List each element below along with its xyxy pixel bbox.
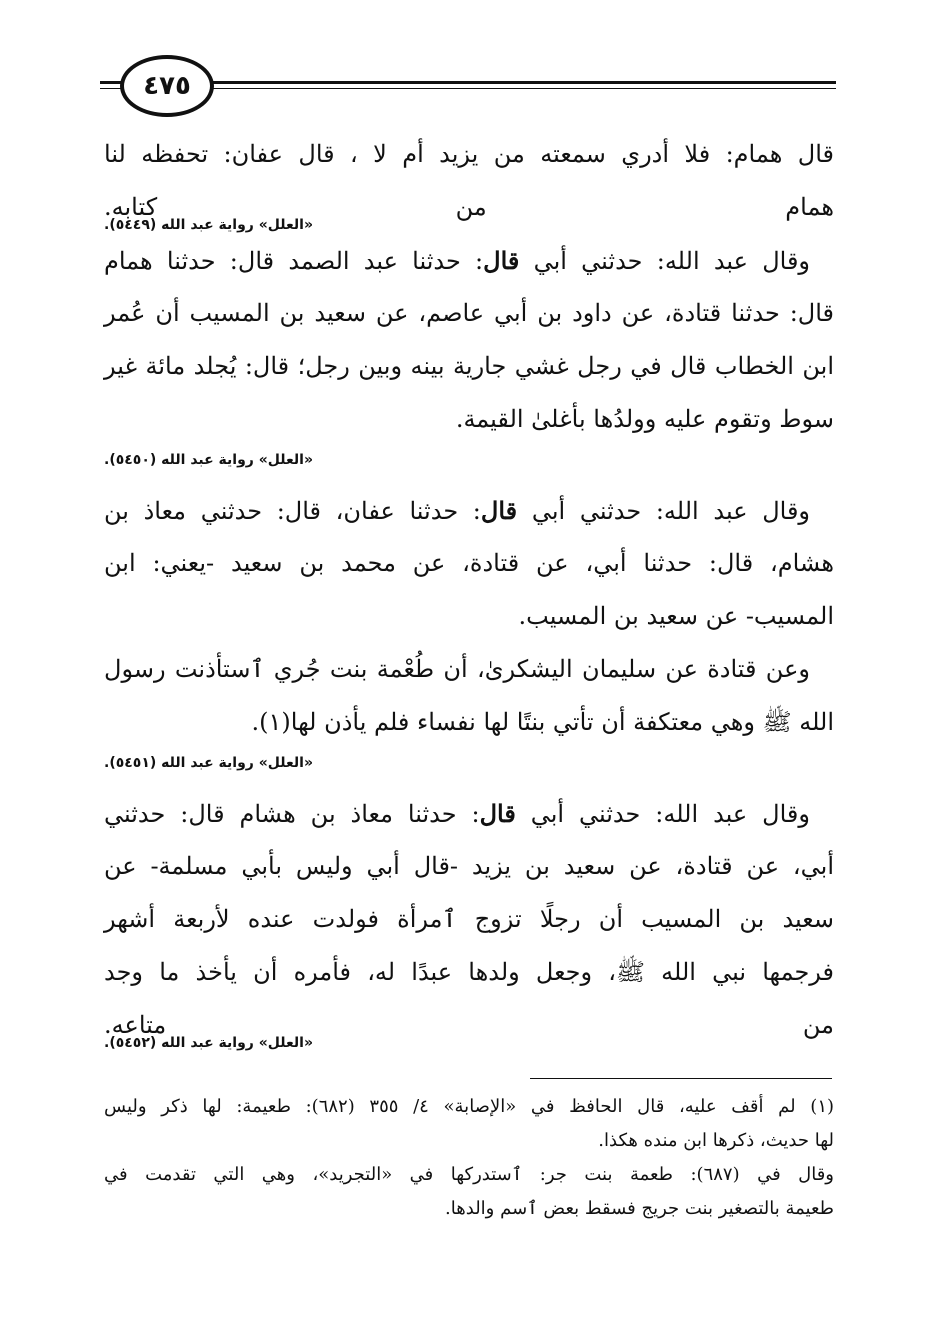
source-reference: «العلل» رواية عبد الله (٥٤٥١). (104, 755, 313, 771)
text-line: المسيب- عن سعيد بن المسيب. (518, 602, 834, 630)
source-reference: «العلل» رواية عبد الله (٥٤٥٢). (104, 1035, 313, 1051)
footnote-line: (١) لم أقف عليه، قال الحافظ في «الإصابة» ٤/ ٣٥٥ (٦٨٢): طعيمة: لها ذكر وليس (104, 1096, 835, 1117)
text-line: همام من كتابه. (104, 193, 834, 221)
page-header (100, 55, 836, 117)
footnote-line: وقال في (٦٨٧): طعمة بنت جر: ٱستدركها في «التجريد»، وهي التي تقدمت في (104, 1164, 834, 1185)
page-number: ٤٧٥ (143, 71, 191, 101)
page-number-badge (120, 55, 214, 117)
lead-bold: قال (483, 246, 520, 275)
footnote-line: طعيمة بالتصغير بنت جريج فسقط بعض ٱسم والدها. (445, 1198, 834, 1219)
lead-text: وقال عبد الله: حدثني أبي (533, 247, 811, 275)
reference-row (104, 749, 834, 787)
source-reference: «العلل» رواية عبد الله (٥٤٤٩). (104, 217, 313, 233)
lead-rest: : حدثنا عبد الصمد قال: حدثنا همام (104, 247, 484, 275)
text-line: أبي، عن قتادة، عن سعيد بن يزيد -قال أبي وليس بأبي مسلمة- عن (104, 852, 834, 880)
lead-bold: قال (480, 496, 518, 525)
main-text (104, 128, 834, 1052)
text-line: من متاعه. (104, 1011, 834, 1039)
lead-text: وقال عبد الله: حدثني أبي (530, 800, 810, 828)
text-line: هشام، قال: حدثنا أبي، عن قتادة، عن محمد بن سعيد -يعني: ابن (104, 549, 834, 577)
text-line: الله ﷺ وهي معتكفة أن تأتي بنتًا لها نفساء فلم يأذن لها(١). (251, 708, 834, 736)
lead-rest: : حدثنا عفان، قال: حدثني معاذ بن (104, 497, 481, 525)
text-line: قال همام: فلا أدري سمعته من يزيد أم لا ، قال عفان: تحفظه لنا (104, 140, 834, 168)
text-line: سوط وتقوم عليه وولدُها بأغلىٰ القيمة. (455, 405, 834, 433)
reference-row (104, 446, 834, 484)
paragraph-lead: وعن قتادة عن سليمان اليشكرىٰ، أن طُعْمة بنت جُري ٱستأذنت رسول (104, 655, 810, 683)
source-reference: «العلل» رواية عبد الله (٥٤٥٠). (104, 452, 313, 468)
lead-text: وقال عبد الله: حدثني أبي (531, 497, 811, 525)
text-line: ابن الخطاب قال في رجل غشي جارية بينه وبين رجل؛ قال: يُجلد مائة غير (104, 352, 834, 380)
footnote-separator (530, 1078, 832, 1079)
text-line-with-reference (104, 999, 834, 1052)
lead-rest: : حدثنا معاذ بن هشام قال: حدثني (104, 800, 480, 828)
text-line: فرجمها نبي الله ﷺ، وجعل ولدها عبدًا له، فأمره أن يأخذ ما وجد (104, 958, 834, 986)
paragraph-lead (104, 484, 834, 537)
lead-bold: قال (479, 799, 516, 828)
paragraph-lead (104, 787, 834, 840)
text-line: سعيد بن المسيب أن رجلًا تزوج ٱمرأة فولدت عنده لأربعة أشهر (104, 905, 834, 933)
footnotes (104, 1090, 834, 1226)
text-line: قال: حدثنا قتادة، عن داود بن أبي عاصم، عن سعيد بن المسيب أن عُمر (104, 299, 834, 327)
text-line-with-reference (104, 181, 834, 234)
footnote-line: لها حديث، ذكرها ابن منده هكذا. (598, 1130, 834, 1151)
